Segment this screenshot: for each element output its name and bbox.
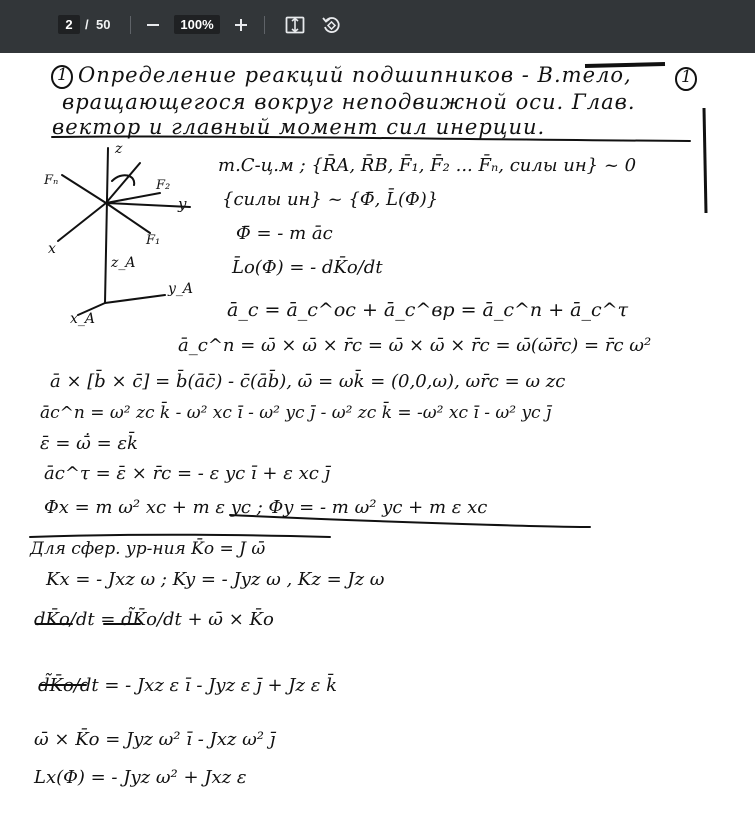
heading-line-3: вектор и главный момент сил инерции. — [52, 115, 546, 139]
formula-line-14: dK̄o/dt = d̃K̄o/dt + ω̄ × K̄o — [34, 609, 274, 630]
diagram-label: x_A — [70, 311, 96, 327]
diagram-label: z_A — [111, 255, 136, 271]
document-viewer[interactable] — [0, 53, 755, 819]
formula-line-12: Для сфер. ур-ния K̄o = J ω̄ — [30, 539, 266, 559]
formula-line-10: āc^τ = ε̄ × r̄c = - ε yc ī + ε xc j̄ — [44, 463, 331, 484]
diagram-label: x — [48, 241, 56, 257]
formula-line-15: d̃K̄o/dt = - Jxz ε ī - Jyz ε j̄ + Jz ε k̄ — [38, 675, 337, 696]
toolbar-divider — [264, 16, 265, 34]
page-number-input[interactable] — [58, 15, 80, 34]
zoom-in-button[interactable] — [229, 13, 253, 37]
diagram-label: z — [115, 141, 123, 157]
zoom-out-button[interactable] — [141, 13, 165, 37]
heading-line-2: вращающегося вокруг неподвижной оси. Глав. — [62, 90, 636, 114]
rotate-icon — [321, 15, 341, 35]
formula-line-4: L̄o(Φ) = - dK̄o/dt — [232, 257, 383, 278]
formula-line-2: {силы ин} ~ {Φ̄, L̄(Φ)} — [222, 189, 439, 210]
page-separator: / — [85, 17, 89, 32]
diagram-label: F₂ — [156, 178, 171, 193]
zoom-level-input[interactable] — [174, 15, 220, 34]
formula-line-11: Φx = m ω² xc + m ε yc ; Φy = - m ω² yc + m ε xc — [44, 497, 488, 518]
formula-line-9: ε̄ = ω̄̇ = εk̄ — [40, 433, 138, 454]
diagram-label: F₁ — [146, 233, 161, 248]
pdf-toolbar — [0, 0, 755, 53]
toolbar-divider — [130, 16, 131, 34]
rotate-button[interactable] — [319, 13, 343, 37]
total-pages: 50 — [96, 17, 111, 32]
formula-line-7: ā × [b̄ × c̄] = b̄(āc̄) - c̄(āb̄), ω̄ = ωk̄ = (0,0,ω), ωr̄c = ω zc — [50, 371, 566, 392]
diagram-label: y — [178, 195, 187, 213]
formula-line-3: Φ̄ = - m āc — [236, 223, 333, 244]
formula-line-17: Lx(Φ) = - Jyz ω² + Jxz ε — [34, 767, 247, 788]
formula-line-13: Kx = - Jxz ω ; Ky = - Jyz ω , Kz = Jz ω — [46, 569, 385, 590]
formula-line-8: āc^n = ω² zc k̄ - ω² xc ī - ω² yc j̄ - ω² zc k̄ = -ω² xc ī - ω² yc j̄ — [40, 403, 552, 423]
heading-line-1: Определение реакций подшипников - В.тело, — [78, 63, 632, 87]
fit-page-icon — [285, 16, 305, 34]
page-number-circled-right: 1 — [681, 67, 692, 87]
page-number-circled-left: 1 — [57, 65, 68, 85]
formula-line-6: ā_c^n = ω̄ × ω̄ × r̄c = ω̄ × ω̄ × r̄c = ω̄(ω̄r̄c) = r̄c ω² — [178, 335, 652, 356]
formula-line-1: т.C-ц.м ; {R̄A, R̄B, F̄₁, F̄₂ ... F̄ₙ, силы ин} ~ 0 — [218, 155, 637, 176]
diagram-label: Fₙ — [44, 173, 59, 188]
minus-icon — [146, 18, 160, 32]
plus-icon — [234, 18, 248, 32]
diagram-label: y_A — [168, 281, 194, 297]
formula-line-16: ω̄ × K̄o = Jyz ω² ī - Jxz ω² j̄ — [34, 729, 276, 750]
formula-line-5: ā_c = ā_c^ос + ā_c^вр = ā_c^n + ā_c^τ — [227, 299, 629, 321]
fit-to-page-button[interactable] — [283, 13, 307, 37]
